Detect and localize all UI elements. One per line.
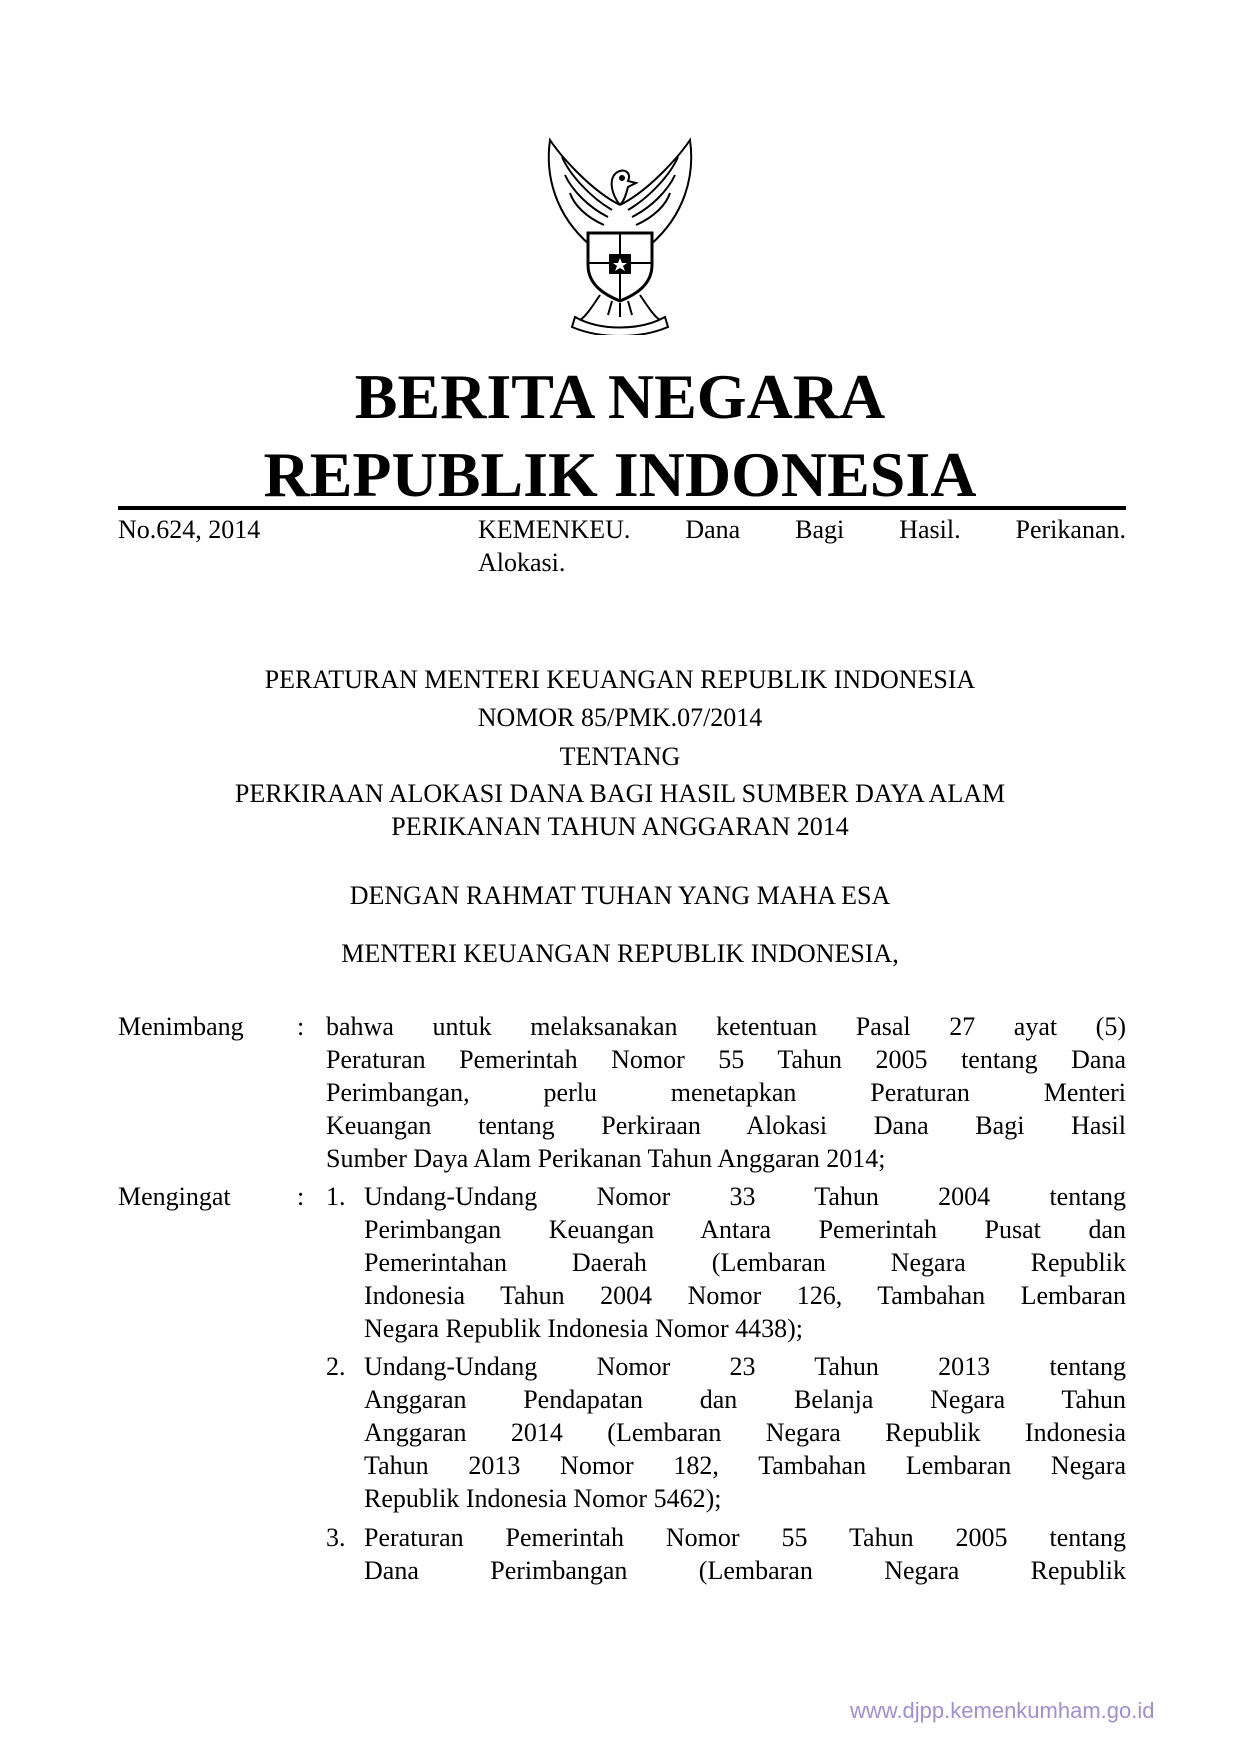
watermark-url[interactable]: www.djpp.kemenkumham.go.id xyxy=(850,1698,1155,1723)
header-divider xyxy=(118,506,1126,510)
mengingat-item-line: Peraturan Pemerintah Nomor 55 Tahun 2005 tentang xyxy=(364,1523,1126,1552)
menimbang-colon: : xyxy=(297,1012,305,1041)
regulation-subject-line1: PERKIRAAN ALOKASI DANA BAGI HASIL SUMBER DAYA ALAM xyxy=(234,779,1006,808)
regulation-subject-line2: PERIKANAN TAHUN ANGGARAN 2014 xyxy=(391,812,849,841)
mengingat-item-line: Undang-Undang Nomor 23 Tahun 2013 tentang xyxy=(364,1352,1126,1381)
mengingat-item-line: Undang-Undang Nomor 33 Tahun 2004 tentang xyxy=(364,1182,1126,1211)
menimbang-line: bahwa untuk melaksanakan ketentuan Pasal 27 ayat (5) xyxy=(326,1012,1126,1041)
regulation-number: NOMOR 85/PMK.07/2014 xyxy=(477,703,763,732)
mengingat-item-number: 1. xyxy=(326,1182,346,1211)
mengingat-item-line: Tahun 2013 Nomor 182, Tambahan Lembaran Negara xyxy=(364,1451,1126,1480)
menimbang-line: Sumber Daya Alam Perikanan Tahun Anggaran 2014; xyxy=(326,1144,886,1173)
menimbang-line: Perimbangan, perlu menetapkan Peraturan Menteri xyxy=(326,1078,1126,1107)
mengingat-item-line: Pemerintahan Daerah (Lembaran Negara Republik xyxy=(364,1248,1126,1277)
mengingat-item-line: Dana Perimbangan (Lembaran Negara Republik xyxy=(364,1556,1126,1585)
gazette-title-line1: BERITA NEGARA xyxy=(354,361,886,432)
gazette-number: No.624, 2014 xyxy=(118,515,261,544)
mengingat-item-line: Anggaran Pendapatan dan Belanja Negara Tahun xyxy=(364,1385,1126,1414)
mengingat-item-line: Indonesia Tahun 2004 Nomor 126, Tambahan Lembaran xyxy=(364,1281,1126,1310)
mengingat-item-number: 2. xyxy=(326,1352,346,1381)
regulation-title: PERATURAN MENTERI KEUANGAN REPUBLIK INDONESIA xyxy=(264,665,976,694)
mengingat-label: Mengingat xyxy=(118,1182,231,1211)
gazette-subject-line1: KEMENKEU. Dana Bagi Hasil. Perikanan. xyxy=(478,515,1126,544)
menimbang-line: Keuangan tentang Perkiraan Alokasi Dana Bagi Hasil xyxy=(326,1111,1126,1140)
invocation: DENGAN RAHMAT TUHAN YANG MAHA ESA xyxy=(349,881,891,910)
mengingat-colon: : xyxy=(297,1182,305,1211)
gazette-title-line2: REPUBLIK INDONESIA xyxy=(263,439,977,510)
mengingat-item-line: Negara Republik Indonesia Nomor 4438); xyxy=(364,1314,804,1343)
mengingat-item-number: 3. xyxy=(326,1523,346,1552)
mengingat-item-line: Anggaran 2014 (Lembaran Negara Republik Indonesia xyxy=(364,1418,1126,1447)
mengingat-item-line: Perimbangan Keuangan Antara Pemerintah Pusat dan xyxy=(364,1215,1126,1244)
gazette-subject-line2: Alokasi. xyxy=(478,548,566,577)
menimbang-label: Menimbang xyxy=(118,1012,244,1041)
regulation-tentang: TENTANG xyxy=(559,742,681,771)
mengingat-item-line: Republik Indonesia Nomor 5462); xyxy=(364,1484,722,1513)
menimbang-line: Peraturan Pemerintah Nomor 55 Tahun 2005 tentang Dana xyxy=(326,1045,1126,1074)
garuda-emblem-icon xyxy=(520,135,720,335)
minister-heading: MENTERI KEUANGAN REPUBLIK INDONESIA, xyxy=(341,939,899,968)
